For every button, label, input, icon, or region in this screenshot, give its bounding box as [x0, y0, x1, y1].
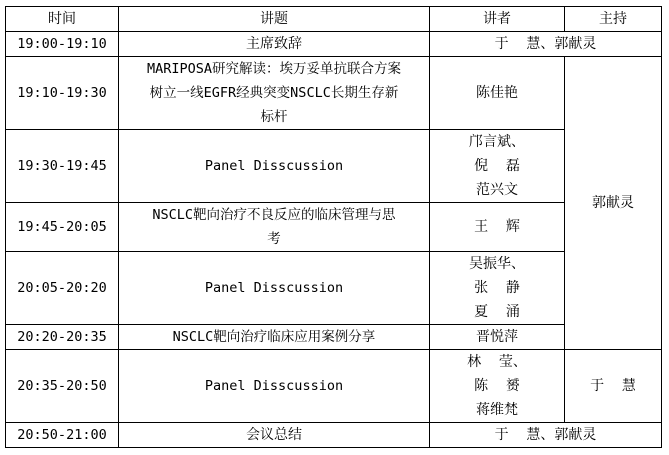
- table-row: [6, 252, 662, 325]
- host-cell: 郭献灵: [565, 57, 662, 350]
- speaker-cell: [430, 252, 565, 325]
- speaker-line: 陈佳艳: [476, 85, 518, 101]
- topic-cell: [119, 325, 430, 350]
- speaker-line: 蒋维梵: [476, 402, 518, 418]
- topic-line: NSCLC靶向治疗不良反应的临床管理与思: [152, 207, 396, 223]
- speaker-cell: [430, 57, 565, 130]
- table-row: [6, 57, 662, 130]
- table-row: [6, 32, 662, 57]
- topic-line: 标杆: [260, 109, 288, 125]
- time-cell: 19:10-19:30: [6, 57, 119, 130]
- topic-line: MARIPOSA研究解读：埃万妥单抗联合方案: [146, 61, 402, 77]
- speaker-line: 晋悦萍: [476, 329, 518, 345]
- speaker-line: 林 莹、: [467, 354, 527, 370]
- speaker-cell: [430, 130, 565, 203]
- topic-cell: [119, 32, 430, 57]
- speaker-line: 范兴文: [476, 182, 518, 198]
- topic-cell: [119, 350, 430, 423]
- time-cell: 19:30-19:45: [6, 130, 119, 203]
- time-cell: 20:05-20:20: [6, 252, 119, 325]
- topic-line: 考: [267, 231, 281, 247]
- speaker-host-cell: [430, 423, 662, 448]
- header-row: [6, 7, 662, 32]
- speaker-cell: [430, 350, 565, 423]
- speaker-line: 王 辉: [474, 219, 520, 235]
- topic-line: Panel Disscussion: [204, 280, 344, 296]
- topic-line: NSCLC靶向治疗临床应用案例分享: [172, 329, 376, 345]
- topic-line: Panel Disscussion: [204, 158, 344, 174]
- table-row: [6, 350, 662, 423]
- speaker-line: 于 慧、郭献灵: [494, 427, 597, 443]
- topic-line: Panel Disscussion: [204, 378, 344, 394]
- speaker-cell: [430, 203, 565, 252]
- time-cell: 19:45-20:05: [6, 203, 119, 252]
- table-row: [6, 325, 662, 350]
- table-row: [6, 130, 662, 203]
- topic-cell: [119, 57, 430, 130]
- time-cell: 20:50-21:00: [6, 423, 119, 448]
- time-cell: 20:20-20:35: [6, 325, 119, 350]
- topic-cell: [119, 423, 430, 448]
- topic-line: 会议总结: [246, 427, 302, 443]
- host-cell: 于 慧: [565, 350, 662, 423]
- topic-line: 主席致辞: [246, 36, 302, 52]
- table-row: [6, 203, 662, 252]
- header-speaker: 讲者: [430, 7, 565, 32]
- header-time: 时间: [6, 7, 119, 32]
- time-cell: 19:00-19:10: [6, 32, 119, 57]
- speaker-line: 夏 涌: [474, 304, 520, 320]
- speaker-cell: [430, 325, 565, 350]
- speaker-line: 倪 磊: [474, 158, 520, 174]
- topic-line: 树立一线EGFR经典突变NSCLC长期生存新: [149, 85, 399, 101]
- speaker-line: 邝言斌、: [469, 134, 525, 150]
- topic-cell: [119, 203, 430, 252]
- header-topic: 讲题: [119, 7, 430, 32]
- schedule-table: [5, 6, 662, 448]
- topic-cell: [119, 252, 430, 325]
- topic-cell: [119, 130, 430, 203]
- table-row: [6, 423, 662, 448]
- speaker-line: 吴振华、: [469, 256, 525, 272]
- header-host: 主持: [565, 7, 662, 32]
- speaker-line: 张 静: [474, 280, 520, 296]
- speaker-host-cell: [430, 32, 662, 57]
- time-cell: 20:35-20:50: [6, 350, 119, 423]
- speaker-line: 陈 赟: [474, 378, 520, 394]
- speaker-line: 于 慧、郭献灵: [494, 36, 597, 52]
